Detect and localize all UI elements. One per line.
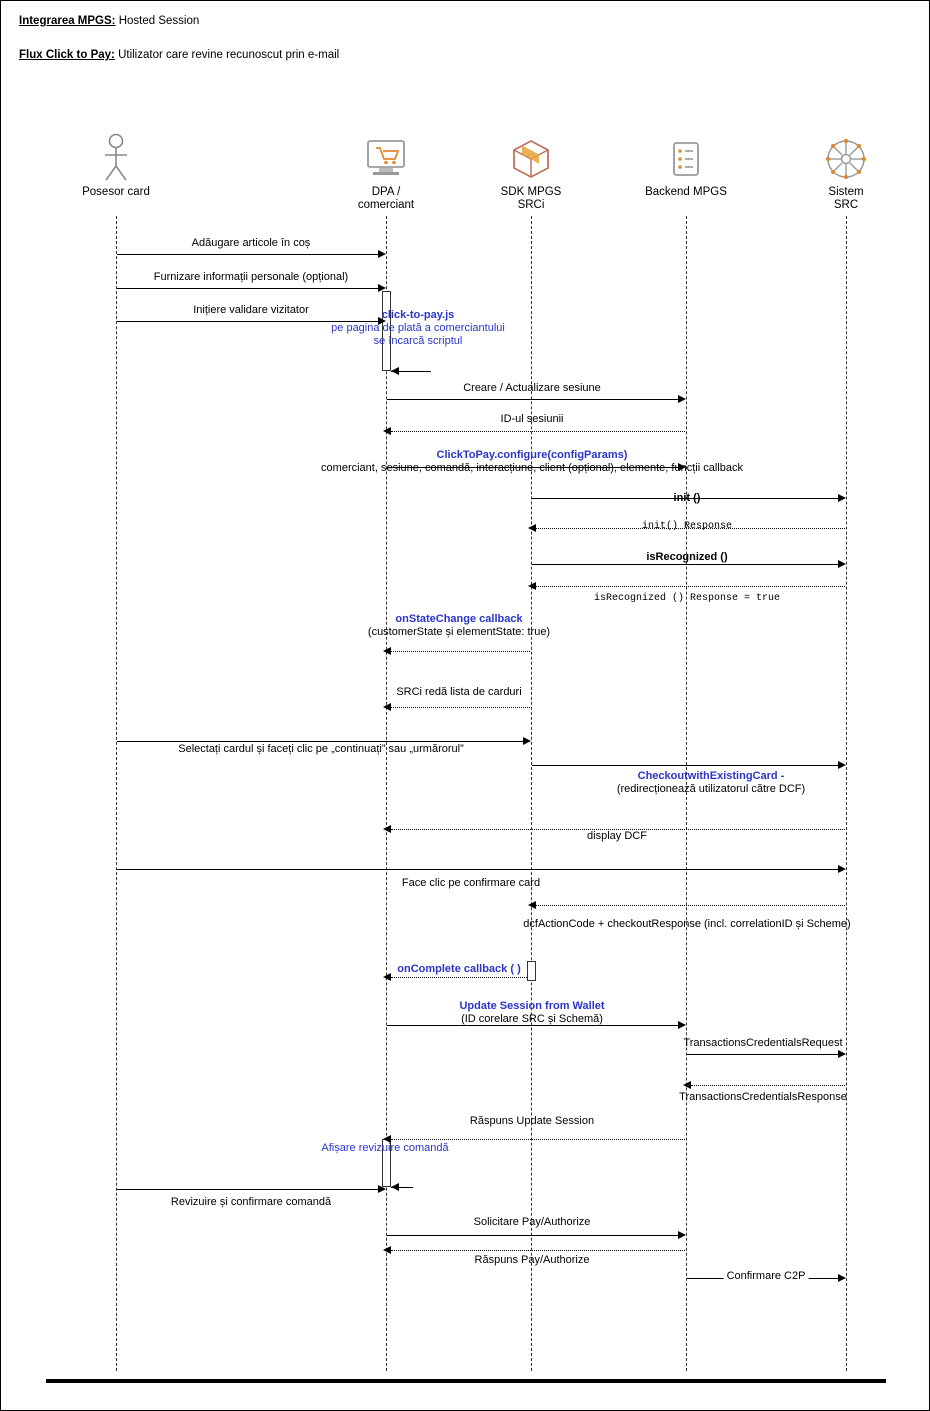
message-label-m28: Confirmare C2P: [724, 1270, 809, 1283]
arrowhead-m9: [528, 524, 536, 532]
arrowhead-m16: [383, 825, 391, 833]
message-label-m9: init() Response: [641, 521, 733, 532]
arrowhead-m11: [528, 582, 536, 590]
message-label-m6: ID-ul sesiunii: [500, 413, 564, 425]
message-label-m23: Răspuns Update Session: [469, 1115, 595, 1127]
arrowhead-m14: [523, 737, 531, 745]
message-line-m11: [536, 586, 845, 587]
message-label-m26: Solicitare Pay/Authorize: [473, 1216, 591, 1228]
message-label-m15-main: CheckoutwithExistingCard -: [637, 770, 785, 782]
arrowhead-m15: [838, 761, 846, 769]
message-line-m27: [391, 1250, 685, 1251]
arrowhead-m18: [528, 901, 536, 909]
message-label-m15-sub: (redirecționează utilizatorul către DCF): [616, 783, 806, 795]
arrowhead-m24: [391, 1183, 399, 1191]
arrowhead-m21: [838, 1050, 846, 1058]
message-label-m12-main: onStateChange callback: [395, 613, 523, 625]
message-label-m4-sub1: pe pagina de plată a comerciantului: [331, 322, 505, 334]
arrowhead-m8: [838, 494, 846, 502]
actor-backend-label: Backend MPGS: [645, 186, 727, 198]
message-label-m3: Inițiere validare vizitator: [193, 304, 309, 316]
arrowhead-m22: [683, 1081, 691, 1089]
actor-src-label-1: Sistem: [828, 186, 864, 198]
message-label-m15: [617, 770, 805, 796]
arrowhead-m12: [383, 647, 391, 655]
actor-sdk: [461, 131, 601, 212]
actor-merchant-label-2: comerciant: [357, 199, 415, 211]
message-label-m17: Face clic pe confirmare card: [401, 877, 541, 889]
actor-merchant-label-1: DPA /: [371, 186, 401, 198]
message-label-m4-sub2: se încarcă scriptul: [373, 335, 463, 347]
actor-backend: [616, 131, 756, 199]
actor-src-label-2: SRC: [833, 199, 859, 211]
header-line-flow-label: Flux Click to Pay:: [19, 49, 115, 61]
arrowhead-m17: [838, 865, 846, 873]
message-label-m8-text: init (): [673, 492, 701, 504]
message-line-m26: [387, 1235, 678, 1236]
arrowhead-m4: [391, 367, 399, 375]
arrowhead-m10: [838, 560, 846, 568]
message-label-m14: Selectați cardul și faceți clic pe „continuați” sau „urmărorul”: [178, 743, 464, 755]
arrowhead-m19: [383, 973, 391, 981]
arrowhead-m5: [678, 395, 686, 403]
message-label-m12: [368, 613, 550, 639]
header-line-integration-value: Hosted Session: [118, 15, 200, 27]
message-line-m13: [391, 707, 530, 708]
message-label-m27: Răspuns Pay/Authorize: [474, 1254, 590, 1266]
header-line-integration-label: Integrarea MPGS:: [19, 15, 116, 27]
message-label-m4-main: click-to-pay.js: [381, 309, 455, 321]
actor-cardholder: [46, 131, 186, 199]
message-label-m16: display DCF: [587, 830, 647, 842]
message-label-m7: [321, 449, 743, 475]
arrowhead-m6: [383, 427, 391, 435]
arrowhead-m2: [378, 284, 386, 292]
message-line-m23: [391, 1139, 685, 1140]
message-label-m8: [674, 492, 701, 505]
arrowhead-m13: [383, 703, 391, 711]
arrowhead-m20: [678, 1021, 686, 1029]
message-line-m1: [117, 254, 378, 255]
message-line-m6: [391, 431, 685, 432]
arrowhead-m26: [678, 1231, 686, 1239]
message-line-m18: [536, 905, 845, 906]
lifeline-cardholder: [116, 216, 117, 1371]
message-line-m12: [391, 651, 530, 652]
package-icon: [461, 131, 601, 183]
message-label-m19-text: onComplete callback ( ): [397, 963, 521, 975]
message-line-m17: [117, 869, 838, 870]
message-line-m10: [532, 564, 838, 565]
actor-cardholder-label: Posesor card: [82, 186, 150, 198]
message-label-m10-text: isRecognized (): [646, 551, 728, 563]
message-label-m11: isRecognized () Response = true: [593, 593, 781, 604]
message-label-m4: [331, 309, 505, 348]
lifeline-src: [846, 216, 847, 1371]
arrowhead-m25: [378, 1185, 386, 1193]
message-line-m14: [117, 741, 523, 742]
person-icon: [46, 131, 186, 183]
arrowhead-m27: [383, 1246, 391, 1254]
message-line-m25: [117, 1189, 378, 1190]
message-label-m21: TransactionsCredentialsRequest: [683, 1037, 843, 1049]
message-line-m22: [691, 1085, 845, 1086]
message-label-m7-sub: comerciant, sesiune, comandă, interacțiune, client (opțional), elemente, funcții callback: [321, 462, 743, 474]
arrowhead-m1: [378, 250, 386, 258]
message-label-m10: [646, 551, 727, 564]
message-line-m19: [391, 977, 527, 978]
message-label-m1: Adăugare articole în coș: [191, 237, 311, 249]
cart-monitor-icon: [316, 131, 456, 183]
actor-sdk-label-1: SDK MPGS: [500, 186, 562, 198]
header-line-flow-value: Utilizator care revine recunoscut prin e-mail: [118, 49, 340, 61]
message-label-m13: SRCi redă lista de carduri: [396, 686, 522, 698]
header-line-integration: [19, 15, 199, 27]
message-line-m15: [532, 765, 838, 766]
message-label-m24: Afișare revizuire comandă: [321, 1142, 449, 1154]
network-hub-icon: [776, 131, 916, 183]
arrowhead-m28: [838, 1274, 846, 1282]
message-line-m2: [117, 288, 378, 289]
message-label-m22: TransactionsCredentialsResponse: [679, 1091, 847, 1103]
header-line-flow: [19, 49, 339, 61]
message-label-m5: Creare / Actualizare sesiune: [463, 382, 601, 394]
message-label-m18: dcfActionCode + checkoutResponse (incl. correlationID și Scheme): [523, 918, 851, 930]
actor-src: [776, 131, 916, 212]
message-label-m19: [397, 963, 520, 976]
message-label-m7-main: ClickToPay.configure(configParams): [436, 449, 628, 461]
message-label-m20: [459, 1000, 604, 1026]
message-line-m21: [687, 1054, 838, 1055]
lifeline-merchant: [386, 216, 387, 1371]
message-label-m2: Furnizare informații personale (opțional): [153, 271, 349, 283]
message-label-m12-sub: (customerState și elementState: true): [367, 626, 551, 638]
actor-sdk-label-2: SRCi: [517, 199, 545, 211]
message-label-m25: Revizuire și confirmare comandă: [170, 1196, 332, 1208]
actor-merchant: [316, 131, 456, 212]
message-label-m20-sub: (ID corelare SRC și Schemă): [461, 1013, 603, 1025]
server-icon: [616, 131, 756, 183]
diagram-bottom-bar: [46, 1379, 886, 1383]
message-label-m20-main: Update Session from Wallet: [459, 1000, 605, 1012]
activation-sdk-1: [527, 961, 536, 981]
message-line-m5: [387, 399, 678, 400]
